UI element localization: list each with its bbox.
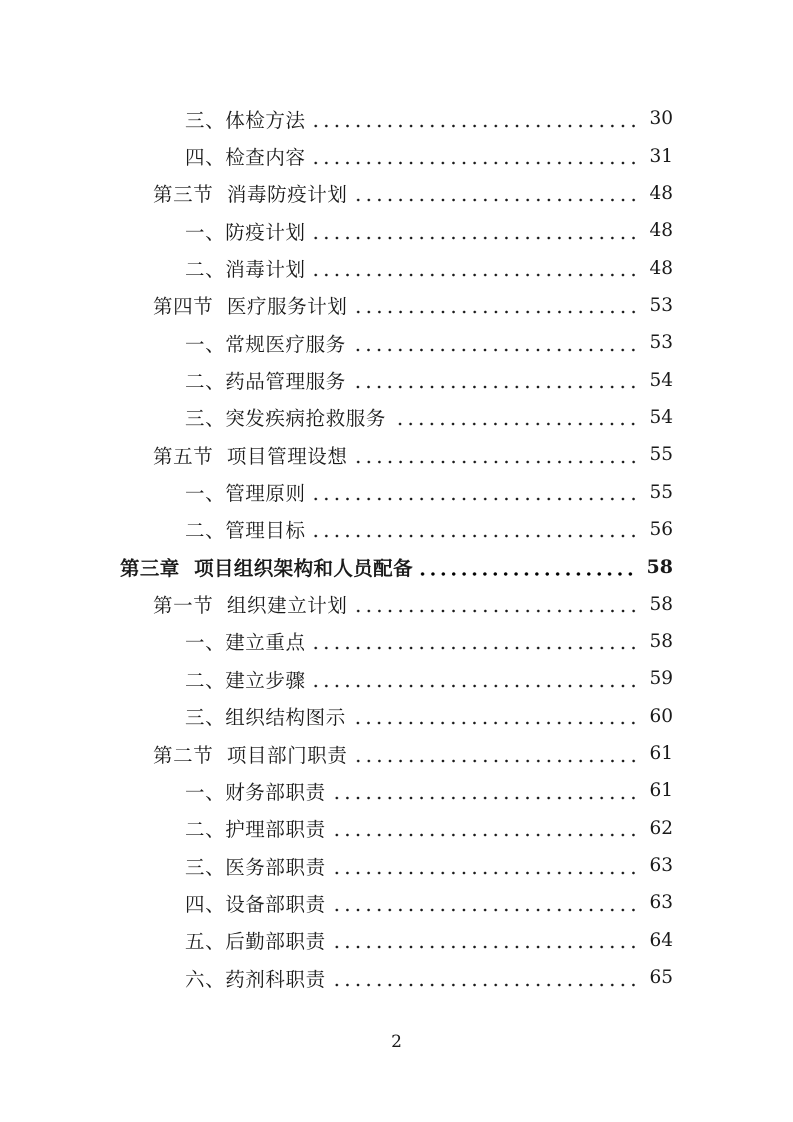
toc-entry <box>0 884 673 921</box>
dot-leader <box>311 124 639 128</box>
toc-entry <box>0 249 673 286</box>
dot-leader <box>418 572 636 576</box>
toc-entry-page: 59 <box>649 668 673 690</box>
toc-entry-title: 一、财务部职责 <box>185 780 326 804</box>
toc-entry <box>0 511 673 548</box>
dot-leader <box>331 908 639 912</box>
toc-entry-title: 六、药剂科职责 <box>185 967 326 991</box>
toc-entry-title: 第四节 医疗服务计划 <box>153 295 348 319</box>
toc-entry-title: 一、防疫计划 <box>185 220 306 244</box>
toc-entry-page: 58 <box>646 555 673 578</box>
dot-leader <box>351 385 639 389</box>
dot-leader <box>353 460 639 464</box>
toc-entry-page: 58 <box>649 630 673 652</box>
toc-entry-title: 二、管理目标 <box>185 519 306 543</box>
toc-entry-title: 二、建立步骤 <box>185 668 306 692</box>
toc-entry-page: 58 <box>649 593 673 615</box>
toc-entry-page: 61 <box>649 743 673 765</box>
toc-entry-title: 三、体检方法 <box>185 108 306 132</box>
toc-entry-title: 五、后勤部职责 <box>185 930 326 954</box>
toc-entry-page: 30 <box>649 108 673 130</box>
dot-leader <box>353 310 639 314</box>
toc-entry-page: 53 <box>649 294 673 316</box>
toc-entry-title: 四、设备部职责 <box>185 892 326 916</box>
toc-entry-page: 48 <box>649 220 673 242</box>
toc-entry <box>0 100 673 137</box>
toc-entry-page: 61 <box>649 780 673 802</box>
dot-leader <box>311 273 639 277</box>
toc-entry-page: 54 <box>649 406 673 428</box>
toc-entry-page: 48 <box>649 257 673 279</box>
toc-entry-page: 54 <box>649 369 673 391</box>
dot-leader <box>331 945 639 949</box>
toc-entry <box>0 735 673 772</box>
dot-leader <box>391 422 638 426</box>
toc-entry-page: 65 <box>649 967 673 989</box>
dot-leader <box>353 759 639 763</box>
toc-entry-title: 二、药品管理服务 <box>185 370 346 394</box>
toc-entry <box>0 399 673 436</box>
toc-entry <box>0 772 673 809</box>
toc-entry-page: 63 <box>649 855 673 877</box>
dot-leader <box>311 161 639 165</box>
toc-entry <box>0 847 673 884</box>
dot-leader <box>353 609 639 613</box>
toc-entry-page: 55 <box>649 481 673 503</box>
toc-entry <box>0 361 673 398</box>
dot-leader <box>351 721 639 725</box>
toc-entry-page: 48 <box>649 182 673 204</box>
toc-entry-title: 四、检查内容 <box>185 146 306 170</box>
toc-entry-title: 第三节 消毒防疫计划 <box>153 183 348 207</box>
toc-entry-title: 第一节 组织建立计划 <box>153 594 348 618</box>
toc-entry-title: 三、组织结构图示 <box>185 706 346 730</box>
dot-leader <box>331 983 639 987</box>
toc-entry-title: 一、常规医疗服务 <box>185 332 346 356</box>
dot-leader <box>331 796 639 800</box>
toc-entry-page: 56 <box>649 518 673 540</box>
table-of-contents <box>0 100 673 996</box>
dot-leader <box>311 236 639 240</box>
toc-entry-title: 三、医务部职责 <box>185 855 326 879</box>
toc-entry-page: 53 <box>649 332 673 354</box>
toc-entry-page: 62 <box>649 817 673 839</box>
toc-entry-page: 55 <box>649 444 673 466</box>
toc-entry <box>0 137 673 174</box>
toc-entry-page: 63 <box>649 892 673 914</box>
dot-leader <box>311 497 639 501</box>
toc-entry <box>0 660 673 697</box>
dot-leader <box>331 871 639 875</box>
toc-entry <box>0 922 673 959</box>
toc-entry <box>0 324 673 361</box>
toc-entry <box>0 810 673 847</box>
toc-entry-title: 一、管理原则 <box>185 482 306 506</box>
dot-leader <box>331 833 639 837</box>
toc-entry-page: 64 <box>649 929 673 951</box>
toc-entry <box>0 436 673 473</box>
toc-entry <box>0 473 673 510</box>
toc-entry-title: 二、消毒计划 <box>185 258 306 282</box>
dot-leader <box>311 534 639 538</box>
toc-entry-title: 第三章 项目组织架构和人员配备 <box>120 556 413 580</box>
toc-entry-title: 二、护理部职责 <box>185 818 326 842</box>
toc-entry-title: 一、建立重点 <box>185 631 306 655</box>
toc-entry <box>0 623 673 660</box>
toc-entry <box>0 287 673 324</box>
toc-entry <box>0 585 673 622</box>
toc-entry <box>0 212 673 249</box>
toc-entry-title: 第五节 项目管理设想 <box>153 444 348 468</box>
toc-entry-title: 第二节 项目部门职责 <box>153 743 348 767</box>
toc-entry <box>0 175 673 212</box>
toc-entry-title: 三、突发疾病抢救服务 <box>185 407 387 431</box>
toc-entry-page: 31 <box>649 145 673 167</box>
toc-entry-page: 60 <box>649 705 673 727</box>
toc-entry <box>0 959 673 996</box>
dot-leader <box>311 646 639 650</box>
toc-chapter-entry <box>0 548 673 585</box>
page-number: 2 <box>391 1032 402 1052</box>
toc-entry <box>0 698 673 735</box>
dot-leader <box>311 684 639 688</box>
dot-leader <box>353 198 639 202</box>
dot-leader <box>351 348 639 352</box>
